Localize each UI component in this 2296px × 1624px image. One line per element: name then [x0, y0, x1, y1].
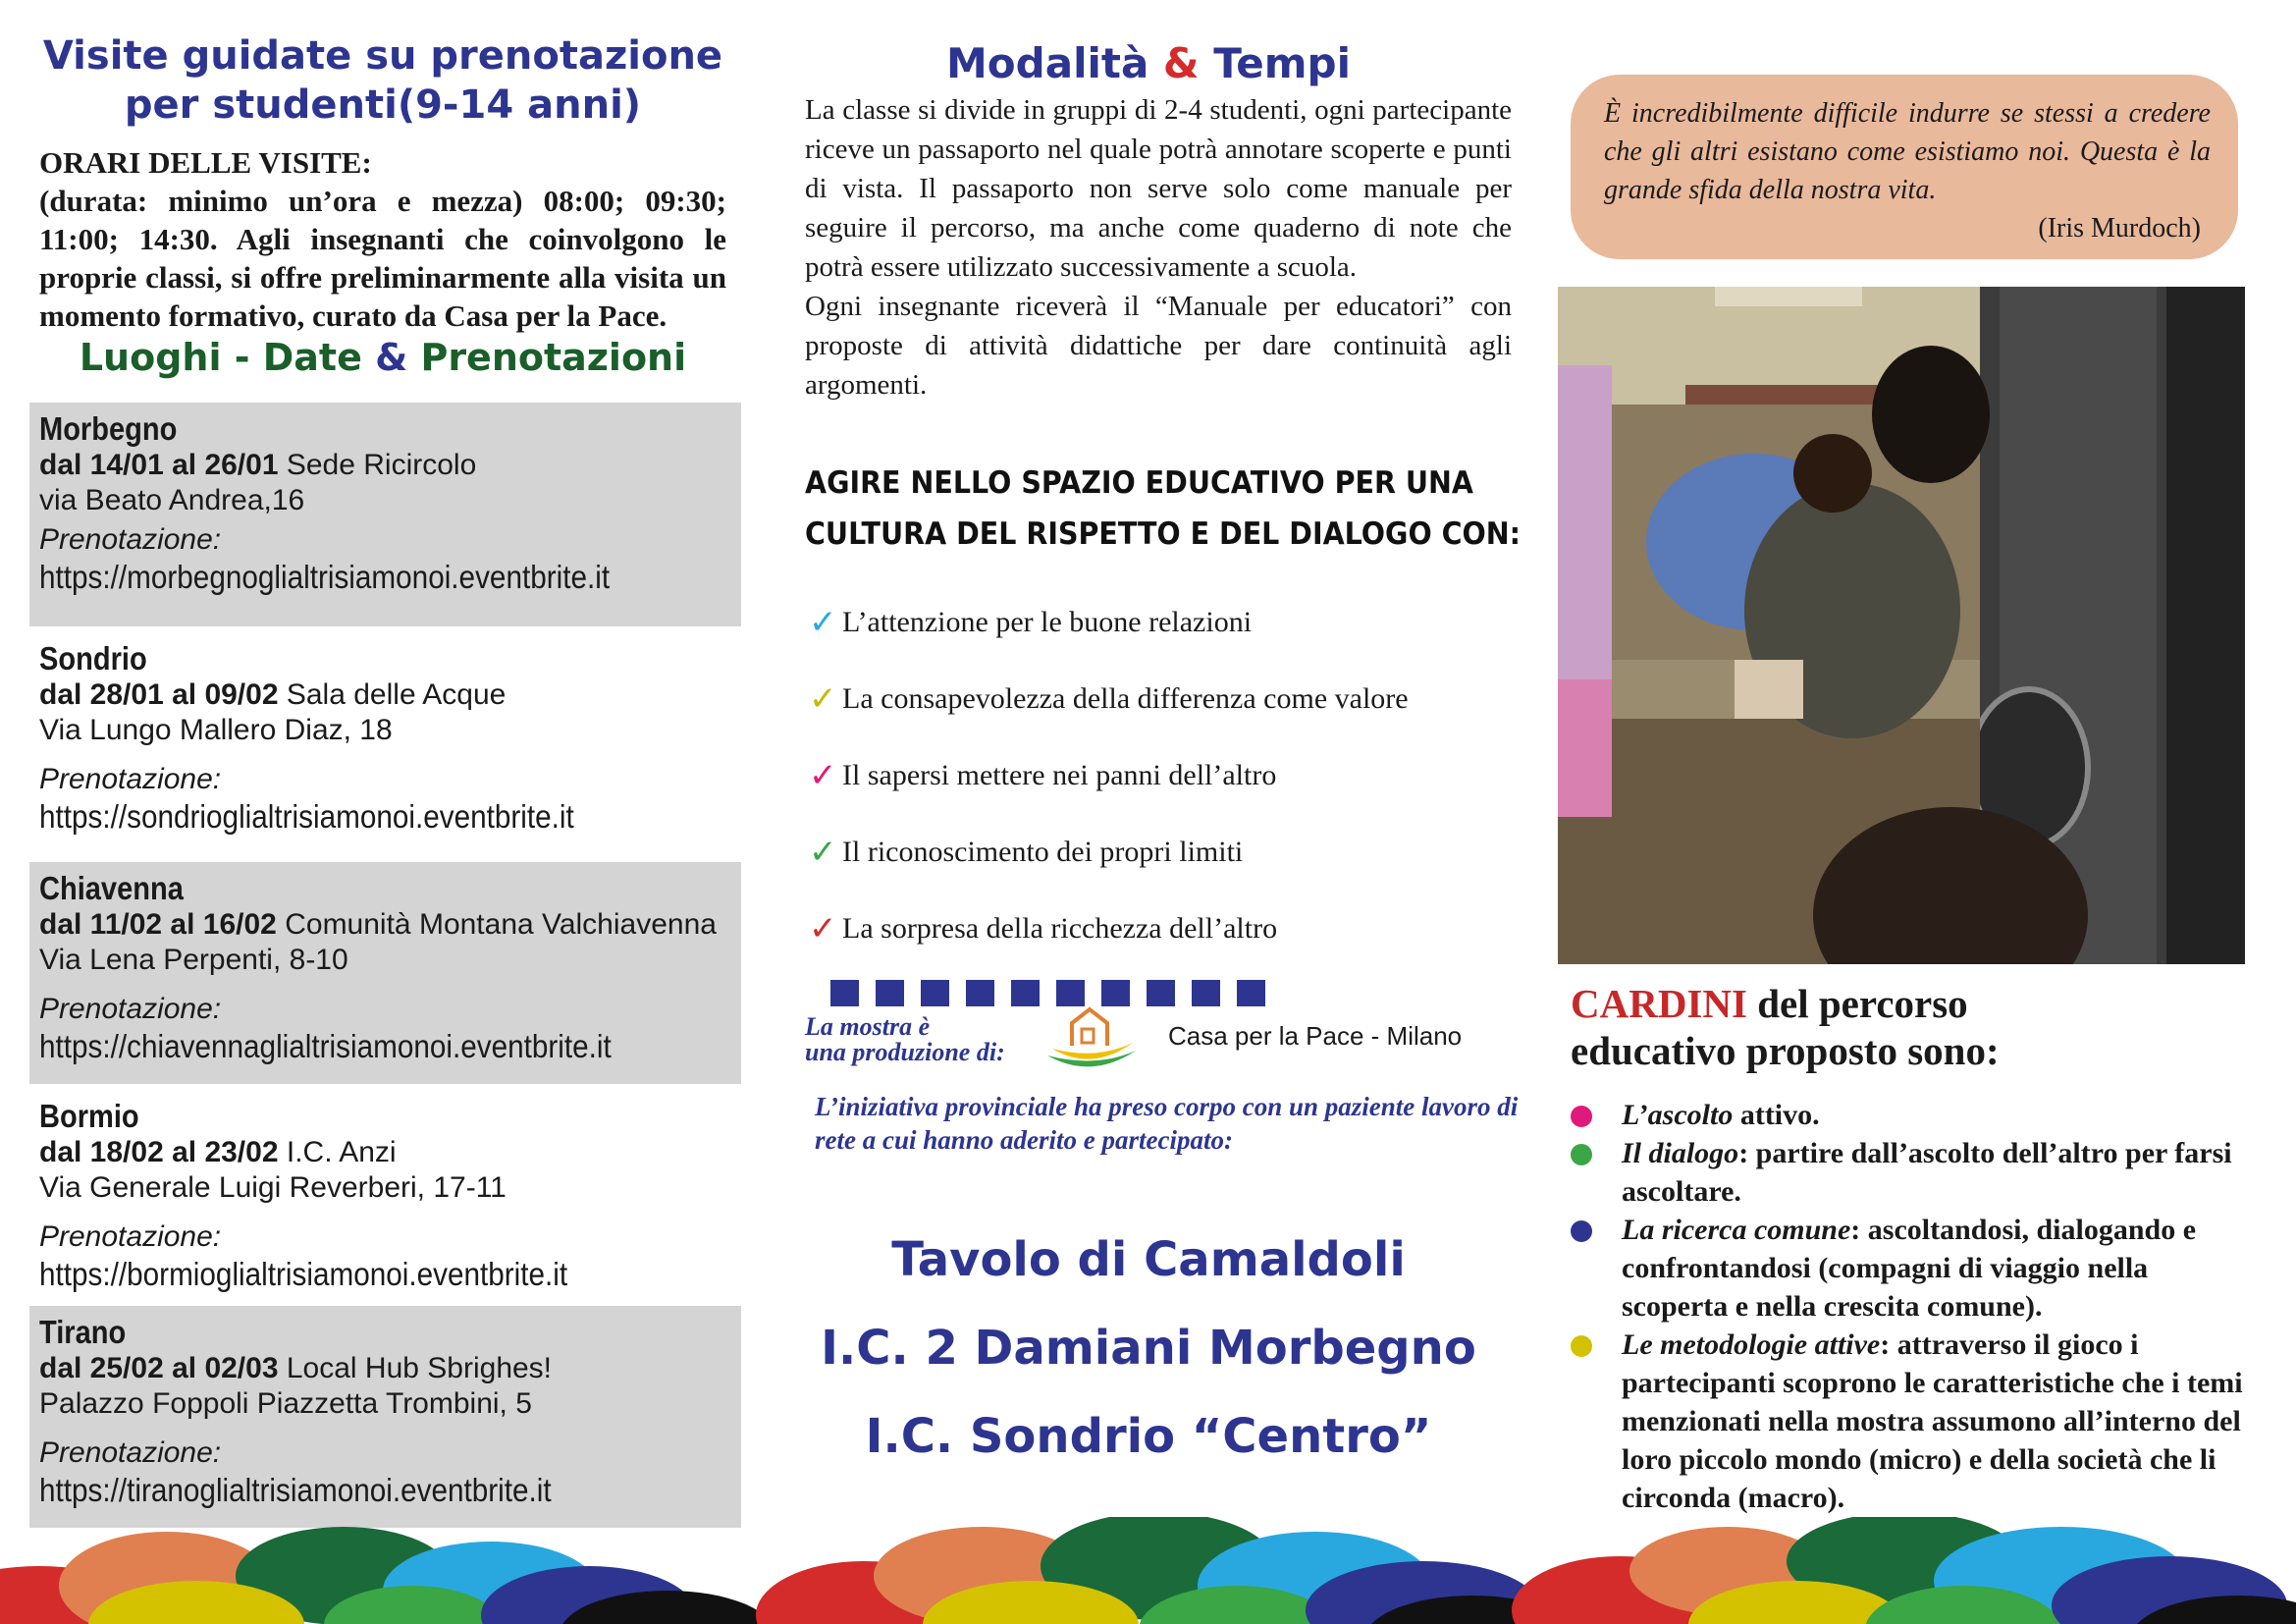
place-bormio — [29, 1090, 741, 1300]
cardini-item — [1571, 1134, 2248, 1211]
cardini-item-text: : ascoltandosi, dialogando e confrontandosi (compagni di viaggio nella scoperta e nella crescita comune). — [1622, 1214, 2197, 1323]
quote-box — [1571, 75, 2238, 259]
place-city: Tirano — [39, 1314, 127, 1350]
place-venue: Comunità Montana Valchiavenna — [285, 908, 717, 941]
place-dates-venue — [39, 907, 731, 943]
agire-heading-line2: CULTURA DEL RISPETTO E DEL DIALOGO CON: — [805, 516, 1522, 552]
place-prenotazione-label: Prenotazione: — [39, 993, 222, 1025]
luoghi-title — [29, 336, 736, 379]
place-venue: Sede Ricircolo — [286, 449, 477, 481]
luoghi-title-a: Luoghi - Date — [79, 336, 362, 379]
partner-name: Tavolo di Camaldoli — [891, 1232, 1406, 1287]
partner-name: I.C. Sondrio “Centro” — [865, 1409, 1432, 1464]
cardini-item-em: La ricerca comune — [1622, 1214, 1851, 1246]
right-panel — [1531, 0, 2296, 1624]
place-address: Via Generale Luigi Reverberi, 17-11 — [39, 1171, 507, 1204]
place-dates: dal 25/02 al 02/03 — [39, 1352, 279, 1384]
luoghi-title-b: Prenotazioni — [420, 336, 687, 379]
place-dates: dal 14/01 al 26/01 — [39, 449, 279, 481]
place-dates-venue — [39, 1351, 731, 1386]
cardini-title-red: CARDINI — [1571, 981, 1747, 1026]
cardini-item-em: Il dialogo — [1622, 1137, 1739, 1169]
checkmark-icon: ✓ — [809, 679, 837, 719]
place-tirano — [29, 1306, 741, 1528]
checkmark-icon: ✓ — [809, 603, 837, 642]
modalita-title-b: Tempi — [1213, 39, 1351, 87]
place-url-link[interactable]: https://chiavennaglialtrisiamonoi.eventbrite.it — [39, 1028, 612, 1064]
modalita-title-amp: & — [1162, 39, 1200, 87]
modalita-paragraph-2: Ogni insegnante riceverà il “Manuale per educatori” con proposte di attività didattiche per dare continuità agli argomenti. — [805, 291, 1512, 401]
produzione-line1: La mostra è — [805, 1012, 931, 1041]
check-item-text: La consapevolezza della differenza come valore — [842, 682, 1409, 715]
check-item-text: La sorpresa della ricchezza dell’altro — [842, 912, 1278, 945]
bullet-dot-icon — [1571, 1335, 1592, 1357]
check-item-text: Il riconoscimento dei propri limiti — [842, 836, 1244, 868]
bullet-dot-icon — [1571, 1106, 1592, 1127]
visits-title-line1: Visite guidate su prenotazione — [42, 33, 723, 79]
place-address: Via Lungo Mallero Diaz, 18 — [39, 714, 393, 746]
place-sondrio — [29, 632, 741, 856]
place-city: Sondrio — [39, 640, 147, 677]
check-item-text: Il sapersi mettere nei panni dell’altro — [842, 759, 1277, 791]
checkmark-icon: ✓ — [809, 833, 837, 872]
cardini-item-em: L’ascolto — [1622, 1099, 1734, 1131]
place-prenotazione-label: Prenotazione: — [39, 1436, 222, 1469]
modalita-text — [805, 90, 1512, 405]
children-photo — [1558, 287, 2245, 964]
cardini-title-line2: educativo proposto sono: — [1571, 1028, 2000, 1073]
place-address: Palazzo Foppoli Piazzetta Trombini, 5 — [39, 1387, 532, 1420]
cardini-item — [1571, 1211, 2248, 1326]
agire-heading — [805, 458, 1522, 560]
place-venue: Local Hub Sbrighes! — [286, 1352, 553, 1384]
cardini-item-text: : partire dall’ascolto dell’altro per farsi ascoltare. — [1622, 1137, 2232, 1208]
middle-panel — [766, 0, 1531, 1624]
orari-text: (durata: minimo un’ora e mezza) 08:00; 09:30; 11:00; 14:30. Agli insegnanti che coinvolgono le proprie classi, si offre preliminarmente alla visita un momento formativo, curato da Casa per la Pace. — [39, 184, 726, 333]
place-url-link[interactable]: https://morbegnoglialtrisiamonoi.eventbrite.it — [39, 559, 611, 595]
checkmark-icon: ✓ — [809, 756, 837, 795]
place-prenotazione-label: Prenotazione: — [39, 763, 222, 795]
place-dates-venue — [39, 677, 731, 713]
place-venue: I.C. Anzi — [286, 1136, 397, 1168]
check-item — [809, 679, 1409, 719]
check-item — [809, 909, 1277, 948]
place-dates-venue — [39, 448, 731, 483]
bullet-dot-icon — [1571, 1220, 1592, 1242]
bullet-dot-icon — [1571, 1144, 1592, 1165]
place-venue: Sala delle Acque — [286, 678, 507, 711]
place-city: Morbegno — [39, 410, 178, 447]
left-panel — [0, 0, 766, 1624]
check-item — [809, 603, 1252, 642]
orari-section — [39, 143, 726, 335]
place-url-link[interactable]: https://bormioglialtrisiamonoi.eventbrite.it — [39, 1256, 568, 1292]
quote-text: È incredibilmente difficile indurre se stessi a credere che gli altri esistano come esistiamo noi. Questa è la grande sfida della nostra vita. — [1604, 98, 2211, 205]
cardini-item-text: attivo. — [1733, 1099, 1820, 1131]
partner-name: I.C. 2 Damiani Morbegno — [821, 1321, 1476, 1376]
modalita-paragraph-1: La classe si divide in gruppi di 2-4 studenti, ogni partecipante riceve un passaporto nel quale potrà annotare scoperte e punti di vista. Il passaporto non serve solo come manuale per seguire il percorso, ma anche come quaderno di note che potrà essere utilizzato successivamente a scuola. — [805, 94, 1512, 283]
produzione-label — [805, 1014, 1005, 1065]
place-prenotazione-label: Prenotazione: — [39, 523, 222, 556]
cardini-title-rest: del percorso — [1746, 981, 1968, 1026]
place-chiavenna — [29, 862, 741, 1084]
modalita-title-a: Modalità — [946, 39, 1149, 87]
check-item — [809, 833, 1243, 872]
place-dates: dal 11/02 al 16/02 — [39, 908, 277, 941]
place-dates: dal 18/02 al 23/02 — [39, 1136, 279, 1168]
check-item-text: L’attenzione per le buone relazioni — [842, 606, 1253, 638]
iniziativa-text: L’iniziativa provinciale ha preso corpo con un paziente lavoro di rete a cui hanno aderito e partecipato: — [815, 1092, 1519, 1155]
place-dates-venue — [39, 1135, 731, 1170]
casa-per-la-pace-logo — [1042, 1001, 1141, 1075]
cardini-item-text: : attraverso il gioco i partecipanti scoprono le caratteristiche che i temi menzionati nella mostra assumono all’interno del loro piccolo mondo (micro) e della società che li circonda (macro). — [1622, 1328, 2243, 1514]
produzione-line2: una produzione di: — [805, 1038, 1005, 1066]
luoghi-title-amp: & — [375, 336, 408, 379]
cardini-item — [1571, 1096, 2248, 1134]
cardini-title — [1571, 980, 2000, 1074]
place-address: Via Lena Perpenti, 8-10 — [39, 944, 348, 976]
place-url-link[interactable]: https://sondrioglialtrisiamonoi.eventbrite.it — [39, 798, 574, 835]
place-prenotazione-label: Prenotazione: — [39, 1220, 222, 1253]
quote-author: (Iris Murdoch) — [2038, 213, 2201, 244]
place-city: Chiavenna — [39, 870, 184, 906]
decorative-color-blobs — [0, 1517, 2296, 1624]
place-address: via Beato Andrea,16 — [39, 484, 305, 516]
cardini-item-em: Le metodologie attive — [1622, 1328, 1881, 1361]
orari-heading: ORARI DELLE VISITE: — [39, 145, 372, 180]
agire-heading-line1: AGIRE NELLO SPAZIO EDUCATIVO PER UNA — [805, 465, 1473, 501]
checkmark-icon: ✓ — [809, 909, 837, 948]
place-url-link[interactable]: https://tiranoglialtrisiamonoi.eventbrite.it — [39, 1472, 552, 1508]
cardini-item — [1571, 1326, 2248, 1517]
place-dates: dal 28/01 al 09/02 — [39, 678, 279, 711]
modalita-title — [766, 39, 1531, 87]
produzione-org: Casa per la Pace - Milano — [1168, 1021, 1463, 1051]
check-item — [809, 756, 1276, 795]
visits-title-line2: per studenti(9-14 anni) — [124, 82, 642, 128]
place-morbegno — [29, 403, 741, 626]
visits-title — [29, 31, 736, 130]
place-city: Bormio — [39, 1098, 139, 1134]
